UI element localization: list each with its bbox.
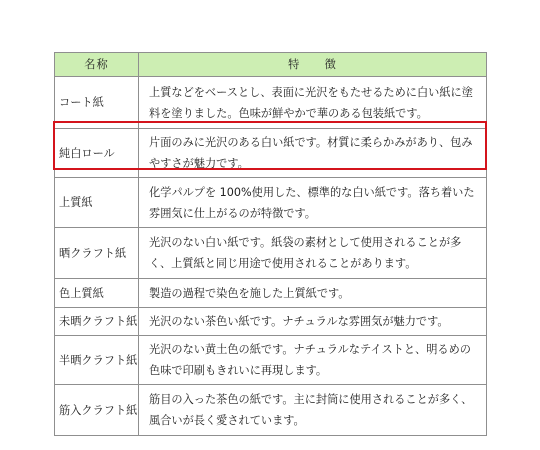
row-name: 未晒クラフト紙 [55, 308, 139, 336]
row-description: 上質などをベースとし、表面に光沢をもたせるために白い紙に塗料を塗りました。色味が鮮やかで華のある包装紙です。 [139, 77, 487, 129]
row-description: 光沢のない茶色い紙です。ナチュラルな雰囲気が魅力です。 [139, 308, 487, 336]
row-description: 筋目の入った茶色の紙です。主に封筒に使用されることが多く、風合いが長く愛されています。 [139, 385, 487, 436]
row-description: 片面のみに光沢のある白い紙です。材質に柔らかみがあり、包みやすさが魅力です。 [139, 129, 487, 178]
row-description: 光沢のない白い紙です。紙袋の素材として使用されることが多く、上質紙と同じ用途で使用されることがあります。 [139, 228, 487, 279]
table-row [55, 385, 487, 436]
table-row [55, 178, 487, 228]
table-row [55, 279, 487, 308]
header-features: 特 徴 [139, 53, 487, 77]
table-row [55, 336, 487, 385]
row-name: 半晒クラフト紙 [55, 336, 139, 385]
row-name: 筋入クラフト紙 [55, 385, 139, 436]
row-name: 上質紙 [55, 178, 139, 228]
row-name: 純白ロール [55, 129, 139, 178]
table-row [55, 308, 487, 336]
paper-types-table-container [54, 52, 486, 436]
row-name: 晒クラフト紙 [55, 228, 139, 279]
header-name: 名称 [55, 53, 139, 77]
table-row-highlighted [55, 129, 487, 178]
row-name: コート紙 [55, 77, 139, 129]
paper-types-table [54, 52, 487, 436]
row-description: 光沢のない黄土色の紙です。ナチュラルなテイストと、明るめの色味で印刷もきれいに再現します。 [139, 336, 487, 385]
table-header-row [55, 53, 487, 77]
table-row [55, 228, 487, 279]
row-description: 化学パルプを 100%使用した、標準的な白い紙です。落ち着いた雰囲気に仕上がるのが特徴です。 [139, 178, 487, 228]
row-name: 色上質紙 [55, 279, 139, 308]
table-row [55, 77, 487, 129]
row-description: 製造の過程で染色を施した上質紙です。 [139, 279, 487, 308]
